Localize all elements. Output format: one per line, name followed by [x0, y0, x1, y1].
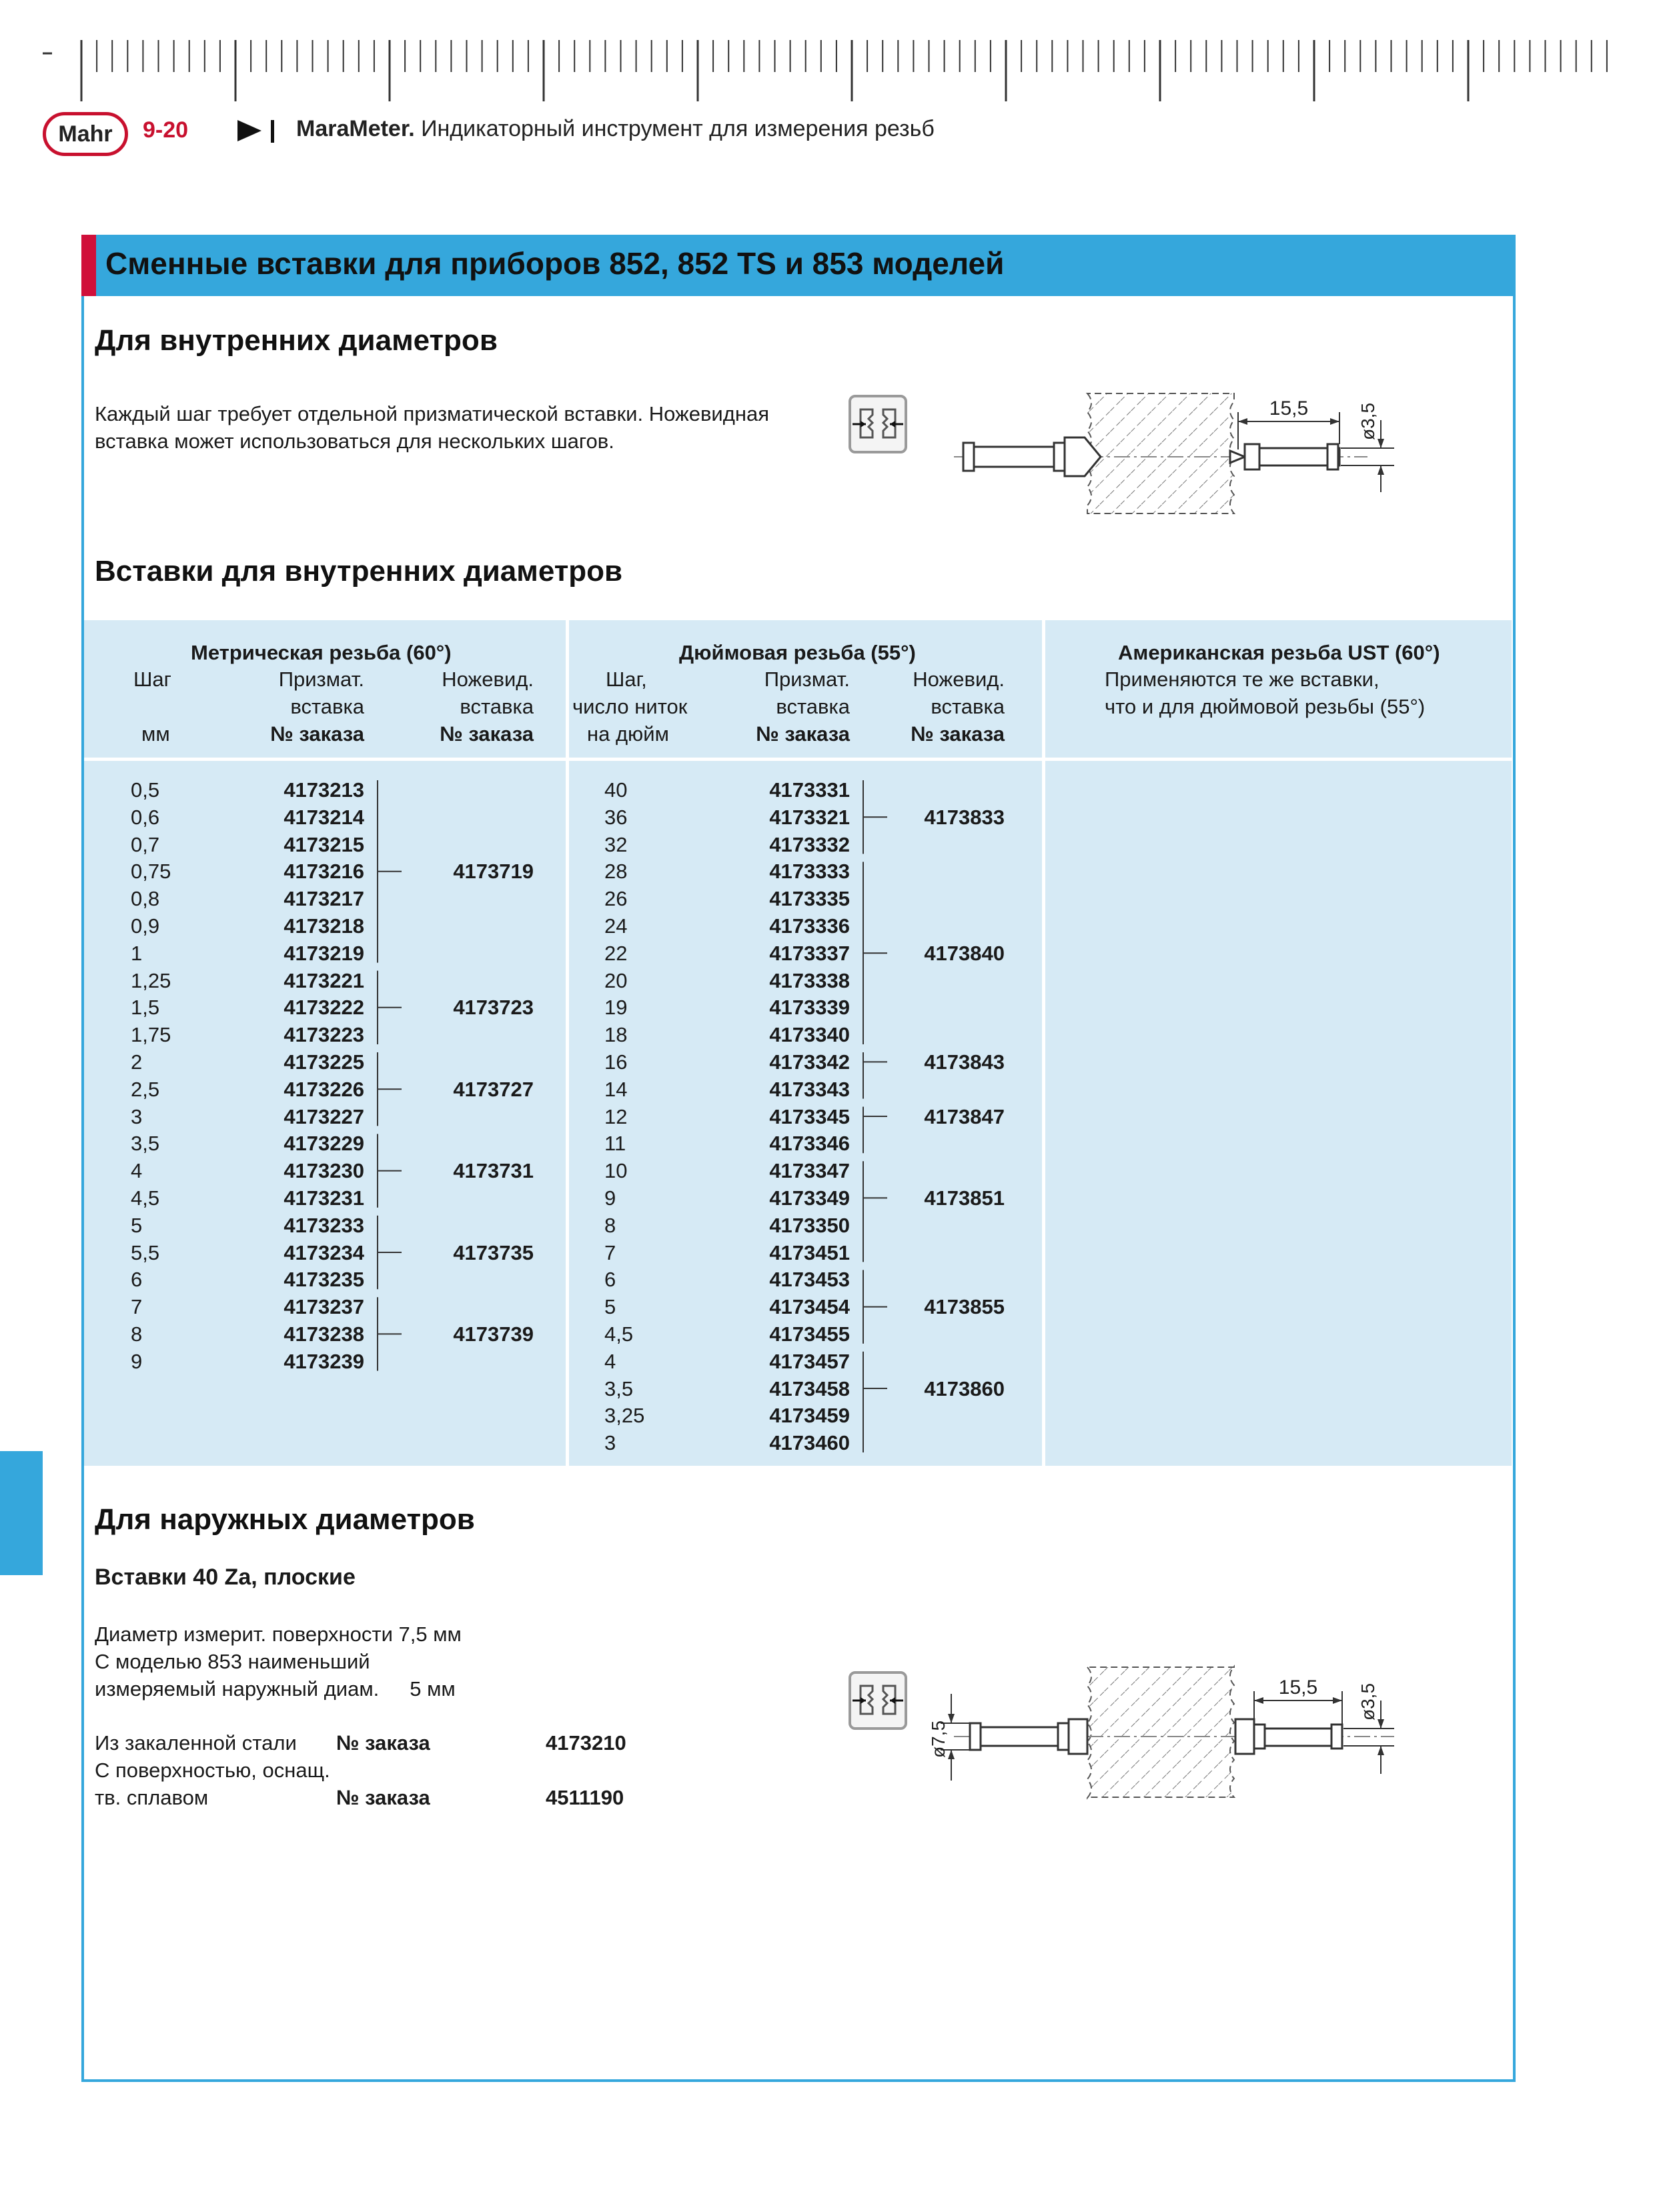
steel-order-label: № заказа	[336, 1731, 430, 1755]
inch-col-knife-3: № заказа	[911, 722, 1005, 746]
metric-prism-order-cell: 4173217	[284, 887, 364, 911]
ust-title: Американская резьба UST (60°)	[1118, 641, 1440, 664]
metric-prism-order-cell: 4173234	[284, 1240, 364, 1264]
external-line3	[95, 1675, 462, 1703]
metric-title: Метрическая резьба (60°)	[191, 641, 452, 664]
inch-prism-order-cell: 4173460	[769, 1431, 850, 1455]
inch-pitch-cell: 7	[604, 1240, 616, 1264]
metric-prism-order-cell: 4173215	[284, 832, 364, 856]
metric-knife-order-cell: 4173735	[453, 1240, 534, 1264]
metric-pitch-cell: 0,9	[131, 914, 160, 938]
inch-pitch-cell: 4	[604, 1349, 616, 1373]
metric-col-prism-3: № заказа	[270, 722, 364, 746]
inch-pitch-cell: 20	[604, 968, 628, 992]
metric-pitch-cell: 6	[131, 1268, 143, 1292]
metric-prism-order-cell: 4173223	[284, 1023, 364, 1047]
prism-insert-icon-external	[849, 1671, 907, 1730]
metric-prism-order-cell: 4173237	[284, 1295, 364, 1319]
metric-pitch-cell: 5,5	[131, 1240, 160, 1264]
inch-prism-order-cell: 4173339	[769, 996, 850, 1020]
inch-pitch-cell: 4,5	[604, 1322, 634, 1346]
external-heading: Для наружных диаметров	[95, 1503, 475, 1536]
page-number: 9-20	[143, 117, 189, 143]
carbide-label-line2: тв. сплавом	[95, 1786, 209, 1809]
metric-knife-order-cell: 4173719	[453, 860, 534, 884]
metric-pitch-cell: 9	[131, 1349, 143, 1373]
metric-prism-order-cell: 4173214	[284, 805, 364, 829]
metric-knife-order-cell: 4173731	[453, 1159, 534, 1183]
external-line1: Диаметр измерит. поверхности 7,5 мм	[95, 1622, 462, 1646]
metric-knife-order-cell: 4173739	[453, 1322, 534, 1346]
inserts-heading: Вставки для внутренних диаметров	[95, 555, 623, 588]
inch-prism-order-cell: 4173451	[769, 1240, 850, 1264]
inch-pitch-cell: 3,25	[604, 1404, 645, 1428]
metric-pitch-cell: 7	[131, 1295, 143, 1319]
inch-prism-order-cell: 4173455	[769, 1322, 850, 1346]
header-title-rest: Индикаторный инструмент для измерения резьб	[414, 116, 935, 141]
inch-prism-order-cell: 4173454	[769, 1295, 850, 1319]
inch-pitch-cell: 3,5	[604, 1376, 634, 1400]
metric-pitch-cell: 8	[131, 1322, 143, 1346]
internal-description-line2: вставка может использоваться для нескольких шагов.	[95, 429, 614, 453]
metric-pitch-cell: 3	[131, 1104, 143, 1128]
mahr-logo: Mahr	[43, 112, 128, 156]
inch-prism-order-cell: 4173337	[769, 941, 850, 965]
external-dim-length: 15,5	[1278, 1677, 1318, 1699]
internal-dim-length: 15,5	[1269, 397, 1309, 419]
inch-prism-order-cell: 4173335	[769, 887, 850, 911]
inch-pitch-cell: 3	[604, 1431, 616, 1455]
metric-prism-order-cell: 4173226	[284, 1077, 364, 1101]
metric-col-knife-1: Ножевид.	[442, 668, 534, 691]
metric-pitch-cell: 0,7	[131, 832, 160, 856]
inch-col-prism-3: № заказа	[756, 722, 850, 746]
inch-col-prism-2: вставка	[776, 695, 850, 718]
inch-prism-order-cell: 4173350	[769, 1213, 850, 1237]
inch-knife-order-cell: 4173860	[924, 1376, 1005, 1400]
internal-description-line1: Каждый шаг требует отдельной призматической вставки. Ножевидная	[95, 402, 769, 425]
external-line3-label: измеряемый наружный диам.	[95, 1677, 380, 1701]
inch-pitch-cell: 32	[604, 832, 628, 856]
inch-col-pitch-1: Шаг,	[606, 668, 647, 691]
metric-col-pitch-1: Шаг	[133, 668, 171, 691]
metric-col-prism-1: Призмат.	[278, 668, 364, 691]
metric-col-knife-2: вставка	[460, 695, 534, 718]
metric-prism-order-cell: 4173233	[284, 1213, 364, 1237]
metric-pitch-cell: 0,6	[131, 805, 160, 829]
inch-prism-order-cell: 4173453	[769, 1268, 850, 1292]
metric-pitch-cell: 3,5	[131, 1132, 160, 1156]
carbide-order-label: № заказа	[336, 1786, 430, 1809]
inch-knife-order-cell: 4173851	[924, 1186, 1005, 1210]
inch-pitch-cell: 11	[604, 1132, 626, 1156]
metric-prism-order-cell: 4173227	[284, 1104, 364, 1128]
inch-prism-order-cell: 4173345	[769, 1104, 850, 1128]
inch-knife-order-cell: 4173833	[924, 805, 1005, 829]
carbide-label-line1: С поверхностью, оснащ.	[95, 1759, 330, 1782]
metric-pitch-cell: 0,75	[131, 860, 171, 884]
metric-col-prism-2: вставка	[290, 695, 364, 718]
metric-prism-order-cell: 4173225	[284, 1050, 364, 1074]
metric-prism-order-cell: 4173239	[284, 1349, 364, 1373]
inch-prism-order-cell: 4173336	[769, 914, 850, 938]
inch-prism-order-cell: 4173459	[769, 1404, 850, 1428]
header-title-bold: MaraMeter.	[296, 116, 415, 141]
metric-pitch-cell: 1,75	[131, 1023, 171, 1047]
internal-heading: Для внутренних диаметров	[95, 324, 498, 357]
inch-col-pitch-3: на дюйм	[587, 722, 669, 746]
inch-title: Дюймовая резьба (55°)	[679, 641, 916, 664]
inch-prism-order-cell: 4173332	[769, 832, 850, 856]
ust-line2: что и для дюймовой резьбы (55°)	[1105, 695, 1426, 718]
metric-col-pitch-2: мм	[141, 722, 170, 746]
inch-pitch-cell: 5	[604, 1295, 616, 1319]
inch-pitch-cell: 22	[604, 941, 628, 965]
inch-prism-order-cell: 4173321	[769, 805, 850, 829]
metric-pitch-cell: 2,5	[131, 1077, 160, 1101]
inch-prism-order-cell: 4173338	[769, 968, 850, 992]
inch-prism-order-cell: 4173333	[769, 860, 850, 884]
external-description	[95, 1620, 462, 1703]
metric-pitch-cell: 4	[131, 1159, 143, 1183]
inch-pitch-cell: 16	[604, 1050, 628, 1074]
metric-pitch-cell: 1,25	[131, 968, 171, 992]
internal-dim-diameter: ø3,5	[1357, 402, 1378, 440]
metric-prism-order-cell: 4173231	[284, 1186, 364, 1210]
metric-prism-order-cell: 4173218	[284, 914, 364, 938]
metric-prism-order-cell: 4173229	[284, 1132, 364, 1156]
inch-pitch-cell: 8	[604, 1213, 616, 1237]
inch-knife-order-cell: 4173847	[924, 1104, 1005, 1128]
metric-prism-order-cell: 4173213	[284, 778, 364, 802]
metric-col-knife-3: № заказа	[440, 722, 534, 746]
metric-prism-order-cell: 4173221	[284, 968, 364, 992]
inch-knife-order-cell: 4173840	[924, 941, 1005, 965]
inch-prism-order-cell: 4173346	[769, 1132, 850, 1156]
inch-col-knife-2: вставка	[931, 695, 1005, 718]
inch-col-pitch-2: число ниток	[572, 695, 688, 718]
inch-pitch-cell: 40	[604, 778, 628, 802]
inch-pitch-cell: 12	[604, 1104, 628, 1128]
inch-prism-order-cell: 4173340	[769, 1023, 850, 1047]
chapter-side-tab	[0, 1451, 43, 1575]
inch-prism-order-cell: 4173331	[769, 778, 850, 802]
inch-pitch-cell: 19	[604, 996, 628, 1020]
metric-prism-order-cell: 4173230	[284, 1159, 364, 1183]
external-line3-value: 5 мм	[410, 1677, 456, 1701]
carbide-label	[95, 1757, 330, 1811]
inch-col-knife-1: Ножевид.	[913, 668, 1005, 691]
inch-pitch-cell: 28	[604, 860, 628, 884]
section-title: Сменные вставки для приборов 852, 852 TS и 853 моделей	[105, 246, 1005, 281]
metric-pitch-cell: 1,5	[131, 996, 160, 1020]
metric-prism-order-cell: 4173235	[284, 1268, 364, 1292]
inch-prism-order-cell: 4173349	[769, 1186, 850, 1210]
inch-prism-order-cell: 4173457	[769, 1349, 850, 1373]
metric-prism-order-cell: 4173219	[284, 941, 364, 965]
external-dim-diameter-2: ø7,5	[928, 1720, 949, 1758]
inch-prism-order-cell: 4173342	[769, 1050, 850, 1074]
inch-prism-order-cell: 4173343	[769, 1077, 850, 1101]
metric-knife-order-cell: 4173727	[453, 1077, 534, 1101]
metric-knife-order-cell: 4173723	[453, 996, 534, 1020]
metric-pitch-cell: 2	[131, 1050, 143, 1074]
inch-pitch-cell: 6	[604, 1268, 616, 1292]
metric-prism-order-cell: 4173222	[284, 996, 364, 1020]
steel-order-number: 4173210	[546, 1731, 626, 1755]
inch-prism-order-cell: 4173347	[769, 1159, 850, 1183]
metric-pitch-cell: 0,5	[131, 778, 160, 802]
ust-line1: Применяются те же вставки,	[1105, 668, 1379, 691]
external-line2: С моделью 853 наименьший	[95, 1650, 370, 1673]
steel-label: Из закаленной стали	[95, 1731, 297, 1755]
external-dim-diameter: ø3,5	[1357, 1683, 1378, 1721]
metric-prism-order-cell: 4173216	[284, 860, 364, 884]
metric-pitch-cell: 4,5	[131, 1186, 160, 1210]
inch-pitch-cell: 36	[604, 805, 628, 829]
inch-knife-order-cell: 4173843	[924, 1050, 1005, 1074]
metric-pitch-cell: 1	[131, 941, 143, 965]
inch-pitch-cell: 26	[604, 887, 628, 911]
inch-knife-order-cell: 4173855	[924, 1295, 1005, 1319]
inch-pitch-cell: 24	[604, 914, 628, 938]
inch-pitch-cell: 10	[604, 1159, 628, 1183]
external-insert-diagram	[927, 1661, 1428, 1814]
metric-prism-order-cell: 4173238	[284, 1322, 364, 1346]
external-subheading: Вставки 40 Za, плоские	[95, 1564, 356, 1590]
metric-pitch-cell: 5	[131, 1213, 143, 1237]
inch-pitch-cell: 9	[604, 1186, 616, 1210]
carbide-order-number: 4511190	[546, 1786, 624, 1809]
inch-col-prism-1: Призмат.	[764, 668, 850, 691]
inch-prism-order-cell: 4173458	[769, 1376, 850, 1400]
inch-pitch-cell: 18	[604, 1023, 628, 1047]
metric-pitch-cell: 0,8	[131, 887, 160, 911]
prism-insert-icon-external-graphic	[851, 1674, 905, 1727]
inch-pitch-cell: 14	[604, 1077, 628, 1101]
